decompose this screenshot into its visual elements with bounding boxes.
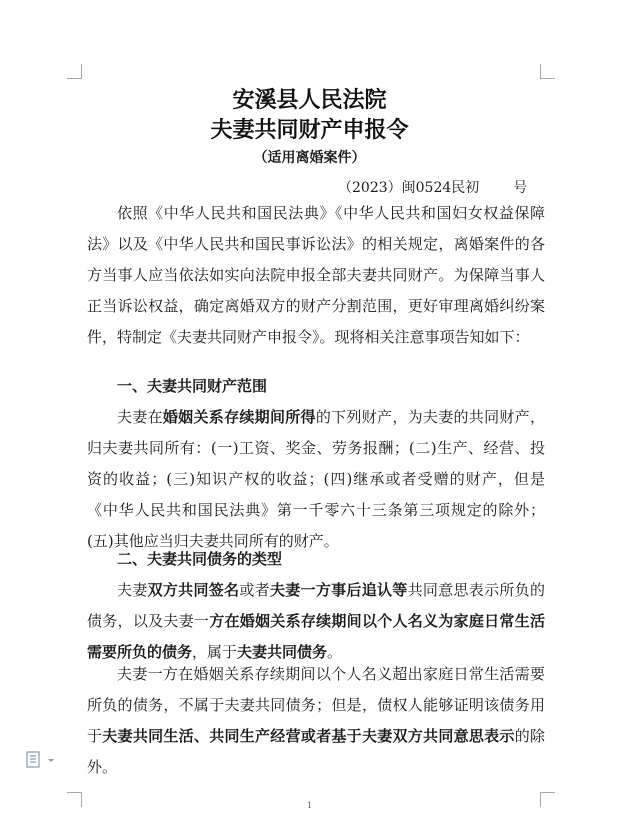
bold-run: 夫妻共同生活、共同生产经营或者基于夫妻双方共同意思表示 — [102, 727, 515, 745]
bold-run: 婚姻关系存续期间所得 — [162, 408, 316, 426]
debt-paragraph — [87, 575, 545, 668]
section-heading-property: 一、夫妻共同财产范围 — [117, 377, 268, 395]
court-name: 安溪县人民法院 — [232, 88, 387, 113]
case-number-suffix: 号 — [513, 180, 528, 196]
text-run: 或者 — [239, 581, 270, 599]
intro-text: 依照《中华人民共和国民法典》《中华人民共和国妇女权益保障法》以及《中华人民共和国民事诉讼法》的相关规定，离婚案件的各方当事人应当依法如实向法院申报全部夫妻共同财产。为保障当事人正当诉讼权益，确定离婚双方的财产分割范围，更好审理离婚纠纷案件，特制定《夫妻共同财产申报令》。现将相关注意事项告知如下： — [87, 204, 545, 346]
bold-run: 夫妻一方事后追认等 — [269, 581, 408, 599]
text-run: 的除外。 — [87, 727, 545, 776]
case-number — [338, 177, 527, 197]
section-heading-debt: 二、夫妻共同债务的类型 — [117, 550, 283, 568]
text-run: 共同意思表示所负的债务，以及夫妻一 — [87, 581, 545, 630]
debt-exception-paragraph — [87, 659, 545, 783]
page-corner-mark — [67, 64, 82, 79]
case-number-text: （2023）闽0524民初 — [338, 180, 480, 196]
property-text — [87, 402, 545, 557]
page-number: 1 — [306, 801, 313, 810]
document-menu-icon[interactable] — [24, 750, 58, 770]
text-run: 的下列财产，为夫妻的共同财产，归夫妻共同所有：(一)工资、奖金、劳务报酬；(二)生产、经营、投资的收益；(三)知识产权的收益；(四)继承或者受赠的财产，但是《中华人民共和国民法典》第一千零六十三条第三项规定的除外；(五)其他应当归夫妻共同所有的财产。 — [87, 408, 545, 550]
debt-text — [87, 575, 545, 668]
bold-run: 方在婚姻关系存续期间以个人名义为家庭日常生活需要所负的债务 — [87, 612, 545, 661]
debt-exception-text — [87, 659, 545, 783]
text-run: ，属于 — [192, 643, 238, 661]
property-paragraph — [87, 402, 545, 557]
page-corner-mark — [540, 64, 555, 79]
bold-run: 双方共同签名 — [147, 581, 240, 599]
document-subtitle: （适用离婚案件） — [253, 150, 366, 166]
text-run: 夫妻在 — [117, 408, 163, 426]
bold-run: 夫妻共同债务 — [237, 643, 328, 661]
text-run: 。 — [327, 643, 343, 661]
intro-paragraph — [87, 198, 545, 353]
text-run: 夫妻 — [117, 581, 148, 599]
text-run: 夫妻一方在婚姻关系存续期间以个人名义超出家庭日常生活需要所负的债务，不属于夫妻共同债务；但是，债权人能够证明该债务用于 — [87, 665, 545, 745]
document-title: 夫妻共同财产申报令 — [210, 118, 409, 143]
